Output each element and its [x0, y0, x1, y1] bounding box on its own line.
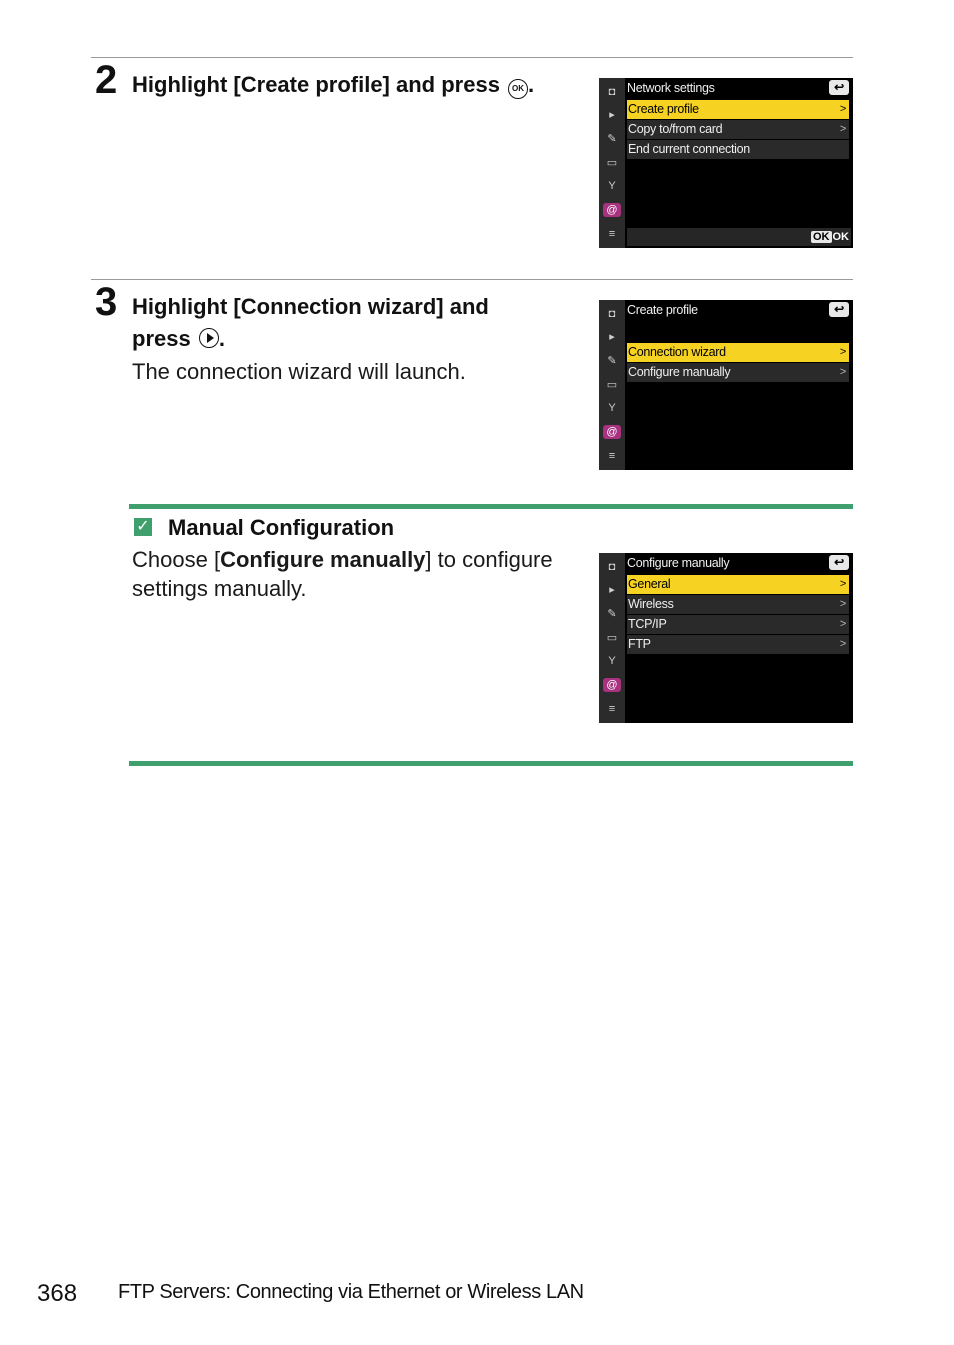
- menu-item-label: TCP/IP: [628, 617, 667, 631]
- note-body: [132, 545, 572, 603]
- note-body-bold: Configure manually: [220, 547, 426, 572]
- network-settings-screen: [599, 78, 853, 248]
- menu-item[interactable]: [627, 343, 849, 362]
- playback-icon[interactable]: ▭: [606, 157, 618, 169]
- configure-manually-screen: [599, 553, 853, 723]
- note-bottom-bar: [129, 761, 853, 766]
- network-icon[interactable]: @: [603, 203, 621, 217]
- back-icon[interactable]: ↩: [829, 80, 849, 95]
- network-icon[interactable]: @: [603, 678, 621, 692]
- screen-title-text: Network settings: [627, 81, 715, 95]
- menu-item-label: Connection wizard: [628, 345, 726, 359]
- back-icon[interactable]: ↩: [829, 302, 849, 317]
- step2-divider: [91, 57, 853, 58]
- ok-button-icon: OK: [508, 79, 528, 99]
- note-body-post: ] to configure settings manually.: [132, 547, 553, 601]
- pencil-icon[interactable]: ✎: [607, 608, 617, 620]
- note-top-bar: [129, 504, 853, 509]
- chevron-right-icon: >: [839, 103, 846, 115]
- menu-item-label: Copy to/from card: [628, 122, 723, 136]
- menu-item-label: Wireless: [628, 597, 674, 611]
- menu-item-label: Create profile: [628, 102, 699, 116]
- camera-icon[interactable]: ◘: [608, 86, 616, 98]
- network-icon[interactable]: @: [603, 425, 621, 439]
- step2-title-end: .: [528, 72, 535, 97]
- menu-item[interactable]: [627, 363, 849, 382]
- chevron-right-icon: >: [839, 638, 846, 650]
- wrench-icon[interactable]: Y: [608, 180, 616, 192]
- camera-icon[interactable]: ◘: [608, 308, 616, 320]
- menu-item[interactable]: [627, 140, 849, 159]
- pencil-icon[interactable]: ✎: [607, 355, 617, 367]
- page-number: 368: [37, 1280, 78, 1307]
- menu-item-label: Configure manually: [628, 365, 731, 379]
- step3-number: 3: [95, 280, 118, 324]
- checkmark-icon: ✓: [134, 518, 152, 536]
- camera-icon[interactable]: ◘: [608, 561, 616, 573]
- step3-title-line1: Highlight [Connection wizard] and: [132, 294, 489, 319]
- menu-sidebar: [599, 553, 625, 723]
- chevron-right-icon: >: [839, 123, 846, 135]
- step3-body: The connection wizard will launch.: [132, 359, 466, 384]
- section-title: FTP Servers: Connecting via Ethernet or Wireless LAN: [118, 1281, 584, 1303]
- wrench-icon[interactable]: Y: [608, 655, 616, 667]
- my-menu-icon[interactable]: ≡: [608, 450, 616, 462]
- menu-item[interactable]: [627, 100, 849, 119]
- wrench-icon[interactable]: Y: [608, 402, 616, 414]
- chevron-right-icon: >: [839, 346, 846, 358]
- menu-item-label: End current connection: [628, 142, 750, 156]
- menu-item[interactable]: [627, 635, 849, 654]
- menu-item[interactable]: [627, 575, 849, 594]
- screen-title: [627, 553, 851, 573]
- my-menu-icon[interactable]: ≡: [608, 703, 616, 715]
- screen-title: [627, 300, 851, 320]
- ok-key-icon: OK: [813, 231, 830, 243]
- playback-icon[interactable]: ▭: [606, 632, 618, 644]
- screen-footer: [627, 228, 851, 246]
- back-icon[interactable]: ↩: [829, 555, 849, 570]
- step2-number: 2: [95, 58, 118, 102]
- menu-item-label: General: [628, 577, 671, 591]
- create-profile-screen: [599, 300, 853, 470]
- chevron-right-icon: >: [839, 598, 846, 610]
- chevron-right-icon: >: [839, 578, 846, 590]
- menu-sidebar: [599, 300, 625, 470]
- menu-item[interactable]: [627, 615, 849, 634]
- movie-icon[interactable]: ▸: [609, 331, 615, 343]
- screen-title: [627, 78, 851, 98]
- menu-item[interactable]: [627, 595, 849, 614]
- multi-selector-right-icon: [199, 328, 219, 348]
- menu-sidebar: [599, 78, 625, 248]
- ok-button[interactable]: [811, 229, 849, 245]
- note-body-pre: Choose [: [132, 547, 221, 572]
- step2-title-text: Highlight [Create profile] and press: [132, 72, 507, 97]
- chevron-right-icon: >: [839, 618, 846, 630]
- step3-divider: [91, 279, 853, 280]
- step3-title-end: .: [218, 326, 225, 351]
- my-menu-icon[interactable]: ≡: [608, 228, 616, 240]
- menu-item-label: FTP: [628, 637, 651, 651]
- screen-title-text: Create profile: [627, 303, 698, 317]
- step2-title: [132, 69, 572, 101]
- menu-item[interactable]: [627, 120, 849, 139]
- note-title: Manual Configuration: [168, 515, 395, 540]
- step3-title-line2: press: [132, 326, 197, 351]
- ok-label: OK: [832, 231, 849, 243]
- movie-icon[interactable]: ▸: [609, 109, 615, 121]
- pencil-icon[interactable]: ✎: [607, 133, 617, 145]
- chevron-right-icon: >: [839, 366, 846, 378]
- screen-title-text: Configure manually: [627, 556, 730, 570]
- playback-icon[interactable]: ▭: [606, 379, 618, 391]
- step3-title: [132, 291, 572, 355]
- step3-title-line2-wrap: [132, 323, 572, 355]
- movie-icon[interactable]: ▸: [609, 584, 615, 596]
